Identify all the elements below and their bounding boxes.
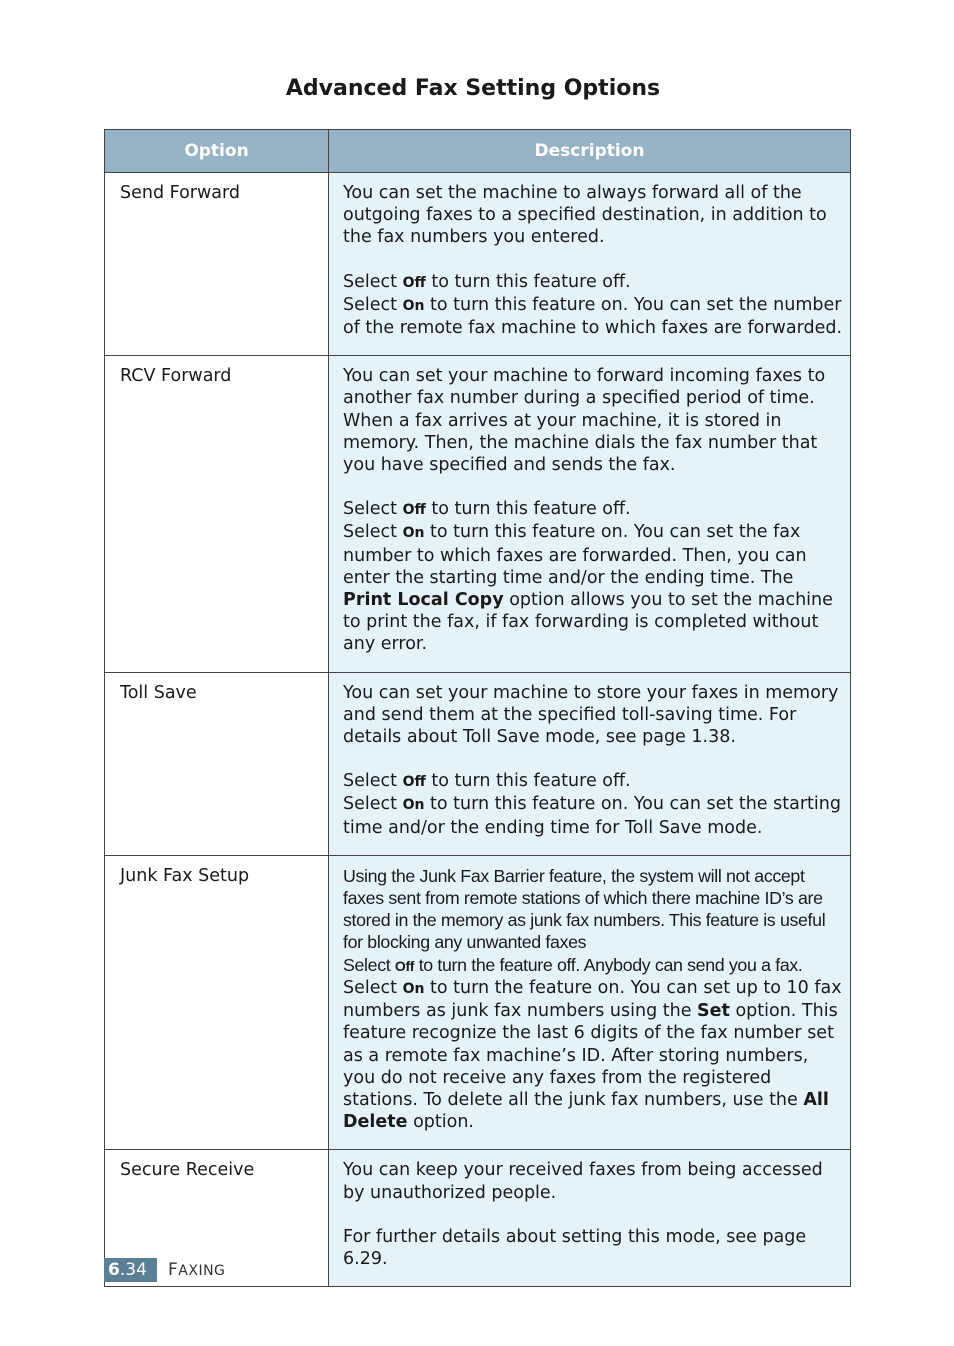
off-keyword: Off — [402, 274, 426, 291]
option-description — [329, 173, 851, 356]
description-intro: You can set your machine to forward incoming faxes to another fax number during a specified period of time. When a fax arrives at your machine, it is stored in memory. Then, the machine dials the fax number that you have specified and sends the fax. — [343, 366, 826, 476]
option-name: Junk Fax Setup — [105, 855, 329, 1149]
description-intro: Using the Junk Fax Barrier feature, the system will not accept faxes sent from remote stations of which there machine ID’s are stored in the memory as junk fax numbers. This feature is useful for blocking any unwanted faxes — [343, 865, 826, 953]
option-name: RCV Forward — [105, 356, 329, 672]
option-name: Toll Save — [105, 672, 329, 855]
option-description — [329, 855, 851, 1149]
print-local-copy-keyword: Print Local Copy — [343, 590, 504, 611]
page-number-badge — [104, 1258, 157, 1282]
on-keyword: On — [402, 797, 425, 814]
page-title: Advanced Fax Setting Options — [285, 76, 661, 101]
description-off-line: Select Off to turn this feature off. — [343, 771, 631, 792]
table-row — [105, 173, 851, 356]
off-keyword: Off — [402, 774, 426, 791]
option-description — [329, 672, 851, 855]
option-description — [329, 356, 851, 672]
option-name: Send Forward — [105, 173, 329, 356]
description-on-line: Select On to turn this feature on. You can set the fax number to which faxes are forwarded. Then, you can enter the starting time and/or the ending time. The Print Local Copy option allows you to set the machine to print the fax, if fax forwarding is completed without any error. — [343, 522, 833, 655]
description-intro: You can keep your received faxes from being accessed by unauthorized people. — [343, 1160, 823, 1203]
description-on-line: Select On to turn the feature on. You can set up to 10 fax numbers as junk fax numbers using the Set option. This feature recognize the last 6 digits of the fax number set as a remote fax machine’s ID. After storing numbers, you do not receive any faxes from the registered stations. To delete all the junk fax numbers, use the All Delete option. — [343, 977, 842, 1133]
page-footer — [104, 1258, 225, 1282]
description-off-line: Select Off to turn this feature off. — [343, 499, 631, 520]
header-option: Option — [105, 130, 329, 173]
option-description — [329, 1150, 851, 1287]
set-keyword: Set — [697, 1001, 730, 1022]
on-keyword: On — [402, 525, 425, 542]
table-header-row — [105, 130, 851, 173]
off-keyword: Off — [402, 502, 426, 519]
description-off-line: Select Off to turn the feature off. Anybody can send you a fax. — [343, 954, 803, 975]
description-on-line: Select On to turn this feature on. You can set the starting time and/or the ending time for Toll Save mode. — [343, 794, 841, 838]
table-row — [105, 672, 851, 855]
description-intro: You can set the machine to always forward all of the outgoing faxes to a specified destination, in addition to the fax numbers you entered. — [343, 183, 827, 248]
description-extra: For further details about setting this mode, see page 6.29. — [343, 1226, 807, 1269]
description-on-line: Select On to turn this feature on. You can set the number of the remote fax machine to which faxes are forwarded. — [343, 294, 843, 339]
description-intro: You can set your machine to store your faxes in memory and send them at the specified toll-saving time. For details about Toll Save mode, see page 1.38. — [343, 682, 839, 748]
off-keyword: Off — [394, 957, 415, 974]
section-name: FAXING — [168, 1260, 226, 1280]
description-off-line: Select Off to turn this feature off. — [343, 271, 631, 292]
option-name: Secure Receive — [105, 1150, 329, 1287]
table-row — [105, 855, 851, 1149]
chapter-number: 6 — [108, 1260, 120, 1280]
header-description: Description — [329, 130, 851, 173]
on-keyword: On — [402, 980, 425, 997]
all-delete-keyword: All Delete — [343, 1089, 829, 1133]
table-row — [105, 356, 851, 672]
on-keyword: On — [402, 297, 425, 314]
options-table — [104, 129, 851, 1287]
page-number: .34 — [119, 1260, 147, 1280]
